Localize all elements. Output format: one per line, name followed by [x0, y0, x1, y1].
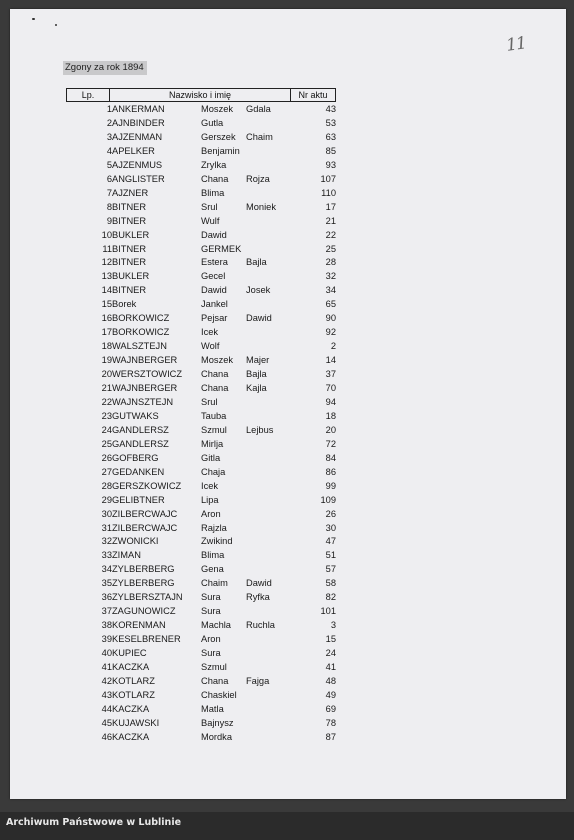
row-number: 33 [101, 550, 112, 561]
row-number: 35 [101, 578, 112, 589]
row-number: 21 [101, 383, 112, 393]
row-act-number: 65 [325, 299, 336, 310]
table-row [0, 144, 574, 158]
table-row [0, 423, 574, 437]
row-number: 17 [101, 327, 112, 338]
table-row [0, 297, 574, 311]
row-act-number: 26 [325, 508, 336, 519]
row-second-name: Rojza [246, 173, 270, 184]
table-row [0, 172, 574, 186]
row-number: 42 [101, 675, 112, 686]
row-first-name: Zwikind [201, 536, 233, 547]
row-first-name: Srul [201, 201, 218, 212]
row-surname: APELKER [112, 145, 155, 156]
table-row [0, 618, 574, 632]
table-row [0, 604, 574, 618]
row-number: 18 [101, 341, 112, 352]
row-number: 34 [101, 564, 112, 575]
row-second-name: Dawid [246, 578, 272, 589]
row-first-name: Lipa [201, 494, 219, 505]
row-second-name: Ruchla [246, 620, 275, 631]
row-act-number: 84 [325, 452, 336, 463]
row-act-number: 82 [325, 592, 336, 603]
row-surname: BITNER [112, 285, 147, 296]
row-act-number: 2 [330, 341, 336, 352]
row-act-number: 48 [325, 675, 336, 686]
table-row [0, 576, 574, 590]
row-first-name: Gutla [201, 117, 224, 128]
row-act-number: 90 [325, 313, 336, 324]
row-second-name: Lejbus [246, 424, 274, 435]
row-first-name: Chana [201, 383, 229, 393]
row-first-name: Dawid [201, 285, 227, 296]
row-first-name: Pejsar [201, 313, 228, 324]
table-row [0, 716, 574, 730]
row-surname: GANDLERSZ [112, 424, 169, 435]
row-first-name: Szmul [201, 424, 227, 435]
row-number: 39 [101, 634, 112, 645]
row-surname: GERSZKOWICZ [112, 480, 182, 491]
row-number: 30 [101, 508, 112, 519]
row-surname: KUPIEC [112, 648, 147, 659]
row-first-name: Benjamin [201, 145, 240, 156]
table-row [0, 269, 574, 283]
row-act-number: 34 [325, 285, 336, 296]
row-act-number: 28 [325, 257, 336, 268]
row-number: 23 [101, 410, 112, 421]
row-act-number: 69 [325, 703, 336, 714]
row-act-number: 99 [325, 480, 336, 491]
row-number: 41 [101, 662, 112, 672]
row-first-name: Icek [201, 327, 219, 338]
row-number: 2 [106, 117, 112, 128]
row-number: 13 [101, 271, 112, 282]
row-first-name: Srul [201, 396, 218, 407]
header-nr: Nr aktu [290, 88, 336, 102]
row-act-number: 3 [330, 620, 336, 631]
row-second-name: Majer [246, 355, 270, 366]
table-row [0, 186, 574, 200]
table-row [0, 548, 574, 562]
row-surname: WAJNBERGER [112, 355, 178, 366]
row-surname: BORKOWICZ [112, 327, 170, 338]
row-act-number: 85 [325, 145, 336, 156]
table-row [0, 507, 574, 521]
row-number: 19 [101, 355, 112, 366]
row-first-name: Tauba [201, 410, 227, 421]
row-act-number: 17 [325, 201, 336, 212]
row-number: 22 [101, 396, 112, 407]
table-row [0, 102, 574, 116]
row-number: 15 [101, 299, 112, 310]
row-second-name: Moniek [246, 201, 276, 212]
row-surname: GELIBTNER [112, 494, 165, 505]
row-surname: AJZNER [112, 187, 149, 198]
row-surname: Borek [112, 299, 137, 310]
row-act-number: 21 [325, 215, 336, 226]
table-row [0, 214, 574, 228]
row-number: 38 [101, 620, 112, 631]
row-first-name: Zrylka [201, 159, 227, 170]
row-second-name: Gdala [246, 104, 271, 114]
row-first-name: Chaskiel [201, 689, 237, 700]
row-surname: ZILBERCWAJC [112, 508, 178, 519]
row-surname: KACZKA [112, 703, 150, 714]
row-surname: WERSZTOWICZ [112, 369, 183, 380]
row-number: 31 [101, 522, 112, 533]
row-first-name: Blima [201, 550, 225, 561]
row-first-name: Aron [201, 508, 221, 519]
table-row [0, 521, 574, 535]
row-first-name: Chaja [201, 466, 226, 477]
row-number: 44 [101, 703, 112, 714]
row-act-number: 87 [325, 731, 336, 742]
table-row [0, 632, 574, 646]
row-surname: GOFBERG [112, 452, 159, 463]
row-act-number: 49 [325, 689, 336, 700]
row-surname: ANGLISTER [112, 173, 165, 184]
row-number: 10 [101, 229, 112, 240]
table-row [0, 409, 574, 423]
row-first-name: Rajzla [201, 522, 227, 533]
row-first-name: Chaim [201, 578, 228, 589]
row-act-number: 78 [325, 717, 336, 728]
row-act-number: 70 [325, 383, 336, 393]
row-surname: AJNBINDER [112, 117, 165, 128]
table-row [0, 339, 574, 353]
row-surname: AJZENMUS [112, 159, 163, 170]
table-row [0, 660, 574, 674]
row-first-name: Chana [201, 369, 229, 380]
row-first-name: Gitla [201, 452, 221, 463]
row-number: 27 [101, 466, 112, 477]
row-number: 16 [101, 313, 112, 324]
row-act-number: 107 [320, 173, 336, 184]
row-surname: KOTLARZ [112, 689, 155, 700]
table-row [0, 730, 574, 744]
row-surname: BORKOWICZ [112, 313, 170, 324]
row-surname: BITNER [112, 201, 147, 212]
row-surname: ZYLBERSZTAJN [112, 592, 183, 603]
row-surname: ZYLBERBERG [112, 564, 175, 575]
table-row [0, 381, 574, 395]
row-act-number: 72 [325, 438, 336, 449]
row-first-name: Mirlja [201, 438, 224, 449]
row-act-number: 57 [325, 564, 336, 575]
row-surname: KACZKA [112, 662, 150, 672]
row-surname: KESELBRENER [112, 634, 181, 645]
table-row [0, 228, 574, 242]
row-act-number: 25 [325, 243, 336, 254]
row-number: 6 [106, 173, 112, 184]
row-surname: ZYLBERBERG [112, 578, 175, 589]
row-act-number: 47 [325, 536, 336, 547]
row-act-number: 24 [325, 648, 336, 659]
row-surname: ZAGUNOWICZ [112, 606, 176, 617]
archive-footer: Archiwum Państwowe w Lublinie [6, 817, 182, 828]
row-first-name: Wolf [201, 341, 220, 352]
table-row [0, 255, 574, 269]
row-first-name: Dawid [201, 229, 227, 240]
table-row [0, 200, 574, 214]
row-number: 5 [106, 159, 112, 170]
row-first-name: Estera [201, 257, 228, 268]
row-surname: WAJNBERGER [112, 383, 178, 393]
row-number: 20 [101, 369, 112, 380]
row-first-name: Chana [201, 675, 229, 686]
row-surname: GEDANKEN [112, 466, 165, 477]
row-surname: KUJAWSKI [112, 717, 160, 728]
row-number: 25 [101, 438, 112, 449]
row-act-number: 20 [325, 424, 336, 435]
row-surname: WALSZTEJN [112, 341, 167, 352]
ink-speck [55, 24, 57, 26]
table-row [0, 674, 574, 688]
row-act-number: 109 [320, 494, 336, 505]
table-row [0, 562, 574, 576]
table-row [0, 130, 574, 144]
table-row [0, 242, 574, 256]
row-surname: ZWONICKI [112, 536, 159, 547]
row-first-name: GERMEK [201, 243, 242, 254]
row-first-name: Machla [201, 620, 231, 631]
row-first-name: Moszek [201, 355, 234, 366]
row-act-number: 14 [325, 355, 336, 366]
row-number: 32 [101, 536, 112, 547]
row-number: 36 [101, 592, 112, 603]
row-first-name: Sura [201, 592, 221, 603]
table-row [0, 116, 574, 130]
table-row [0, 465, 574, 479]
table-row [0, 451, 574, 465]
row-first-name: Chana [201, 173, 229, 184]
row-act-number: 63 [325, 131, 336, 142]
table-row [0, 534, 574, 548]
row-number: 37 [101, 606, 112, 617]
row-act-number: 93 [325, 159, 336, 170]
row-surname: GUTWAKS [112, 410, 159, 421]
row-number: 14 [101, 285, 112, 296]
row-surname: BITNER [112, 257, 147, 268]
table-row [0, 437, 574, 451]
row-number: 8 [106, 201, 112, 212]
table-row [0, 283, 574, 297]
row-act-number: 94 [325, 396, 336, 407]
row-number: 4 [106, 145, 112, 156]
row-act-number: 15 [325, 634, 336, 645]
row-number: 45 [101, 717, 112, 728]
row-first-name: Bajnysz [201, 717, 234, 728]
header-name: Nazwisko i imię [110, 88, 291, 102]
row-second-name: Kajla [246, 383, 267, 393]
row-act-number: 101 [320, 606, 336, 617]
row-number: 29 [101, 494, 112, 505]
table-row [0, 367, 574, 381]
table-row [0, 479, 574, 493]
row-number: 26 [101, 452, 112, 463]
row-surname: ZIMAN [112, 550, 141, 561]
row-act-number: 32 [325, 271, 336, 282]
row-surname: ANKERMAN [112, 104, 165, 114]
row-second-name: Josek [246, 285, 271, 296]
row-number: 12 [101, 257, 112, 268]
row-first-name: Matla [201, 703, 224, 714]
row-second-name: Dawid [246, 313, 272, 324]
row-first-name: Jankel [201, 299, 228, 310]
row-second-name: Bajla [246, 369, 267, 380]
row-first-name: Wulf [201, 215, 220, 226]
row-surname: BUKLER [112, 271, 150, 282]
table-row [0, 311, 574, 325]
row-act-number: 92 [325, 327, 336, 338]
row-first-name: Aron [201, 634, 221, 645]
table-row [0, 590, 574, 604]
row-act-number: 18 [325, 410, 336, 421]
row-number: 46 [101, 731, 112, 742]
row-first-name: Gecel [201, 271, 226, 282]
row-act-number: 58 [325, 578, 336, 589]
row-second-name: Bajla [246, 257, 267, 268]
row-surname: BUKLER [112, 229, 150, 240]
row-act-number: 110 [321, 187, 336, 198]
page-number: 11 [504, 33, 528, 56]
row-first-name: Blima [201, 187, 225, 198]
row-second-name: Chaim [246, 131, 273, 142]
row-second-name: Ryfka [246, 592, 270, 603]
row-number: 11 [102, 243, 112, 254]
row-act-number: 53 [325, 117, 336, 128]
row-surname: KACZKA [112, 731, 150, 742]
row-number: 43 [101, 689, 112, 700]
table-row [0, 646, 574, 660]
row-first-name: Gena [201, 564, 224, 575]
row-first-name: Sura [201, 606, 221, 617]
row-first-name: Mordka [201, 731, 233, 742]
row-surname: KOTLARZ [112, 675, 155, 686]
row-number: 9 [106, 215, 112, 226]
row-number: 28 [101, 480, 112, 491]
row-number: 40 [101, 648, 112, 659]
row-surname: BITNER [112, 243, 147, 254]
row-number: 7 [106, 187, 112, 198]
row-number: 1 [106, 104, 112, 114]
table-row [0, 158, 574, 172]
table-row [0, 688, 574, 702]
row-first-name: Gerszek [201, 131, 236, 142]
table-row [0, 325, 574, 339]
row-number: 3 [106, 131, 112, 142]
row-surname: ZILBERCWAJC [112, 522, 178, 533]
row-first-name: Icek [201, 480, 219, 491]
row-second-name: Fajga [246, 675, 270, 686]
table-row [0, 395, 574, 409]
table-row [0, 702, 574, 716]
row-act-number: 30 [325, 522, 336, 533]
row-first-name: Sura [201, 648, 221, 659]
row-act-number: 51 [325, 550, 336, 561]
row-number: 24 [101, 424, 112, 435]
row-surname: KORENMAN [112, 620, 166, 631]
row-first-name: Szmul [201, 662, 227, 672]
row-act-number: 41 [325, 662, 336, 672]
row-act-number: 22 [325, 229, 336, 240]
row-act-number: 86 [325, 466, 336, 477]
row-act-number: 37 [325, 369, 336, 380]
table-row [0, 353, 574, 367]
row-surname: BITNER [112, 215, 147, 226]
row-first-name: Moszek [201, 104, 234, 114]
row-surname: AJZENMAN [112, 131, 163, 142]
table-row [0, 493, 574, 507]
row-act-number: 43 [325, 104, 336, 114]
document-title: Zgony za rok 1894 [63, 61, 147, 75]
header-lp: Lp. [66, 88, 110, 102]
row-surname: WAJNSZTEJN [112, 396, 174, 407]
row-surname: GANDLERSZ [112, 438, 169, 449]
ink-speck [32, 18, 35, 20]
